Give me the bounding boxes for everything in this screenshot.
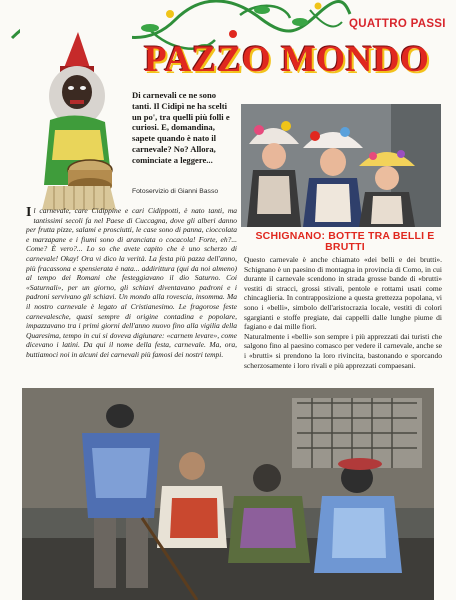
masked-figure-illustration bbox=[20, 10, 132, 215]
article-right-column bbox=[244, 255, 442, 370]
photo-credit: Fotoservizio di Gianni Basso bbox=[132, 188, 219, 195]
article-right-paragraph-2: Naturalmente i «belli» son sempre i più apprezzati dai turisti che salgono fino al paesino comasco per vedere il carnevale, anche se i «brutti» si prendono la loro rivincita, bastonando e sporcando scherzosamente i loro rivali e più apprezzati compaesani. bbox=[244, 331, 442, 370]
children-costume-photo bbox=[241, 104, 441, 227]
article-right-paragraph-1: Questo carnevale è anche chiamato «dei belli e dei brutti». Schignano è un paesino di montagna in provincia di Como, in cui durante il carnevale scendono in strada grosse bande di «brutti» vestiti di stracci, grossi stivali, pentole e rottami usati come chincaglieria. In contrapposizione a questa grettezza popolana, vi sono i «belli», simbolo dell'aristocrazia locale, vestiti di colori sgargianti e stoffe pregiate, dai cappelli dalle lunghe piume di fagiano e dai mille fiori. bbox=[244, 255, 442, 332]
article-left-text: l carnevale, care Cidippine e cari Cidippotti, è nato tanti, ma tantissimi secoli fa nel Paese di Cuccagna, dove gli alberi danno per frutta pizze, salami e prosciutti, le case sono di panna, cioccolata e marzapane e i fiumi sono di aranciata o cocacola! Forte, eh?... Come? È vero?... Lo so che avete capito che è uno scherzo di carnevale! Okay! Ora vi dico la verità. La festa più pazza dell'anno, più fracassona e spensierata è nata... addirittura (qui da noi almeno) al tempo dei Romani che festeggiavano il dio Saturno. Coi «Saturnali», per un giorno, gli schiavi diventavano padroni e i padroni servivano gli schiavi. Un mondo alla rovescia, insomma. Ma il nostro carnevale è legato al Cristianesimo. Le fragorose feste carnevalesche, quasi sempre di origine contadina e popolare, impazzavano tra i primi giorni dell'anno nuovo fino alla vigilia della Quaresima, tempo in cui si doveva digiunare: «carnem levare», come dicevano i latini. Da qui il nome della festa, carnevale. Ma, ora, buttiamoci noi in alcuni dei carnevali più famosi dei nostri tempi. bbox=[26, 206, 237, 359]
page-title: PAZZO MONDO bbox=[144, 39, 430, 80]
intro-text: Di carnevali ce ne sono tanti. Il Cidipì ne ha scelti un po', tra quelli più folli e curiosi. E, domandina, sapete quando è nato il carnevale? No? Allora, cominciate a leggere... bbox=[132, 90, 230, 165]
masked-group-photo bbox=[22, 388, 434, 600]
section-kicker: QUATTRO PASSI bbox=[349, 18, 446, 30]
article-left-column bbox=[26, 206, 237, 360]
section-subheading: SCHIGNANO: BOTTE TRA BELLI E BRUTTI bbox=[255, 230, 435, 253]
drop-cap: I bbox=[26, 205, 32, 220]
